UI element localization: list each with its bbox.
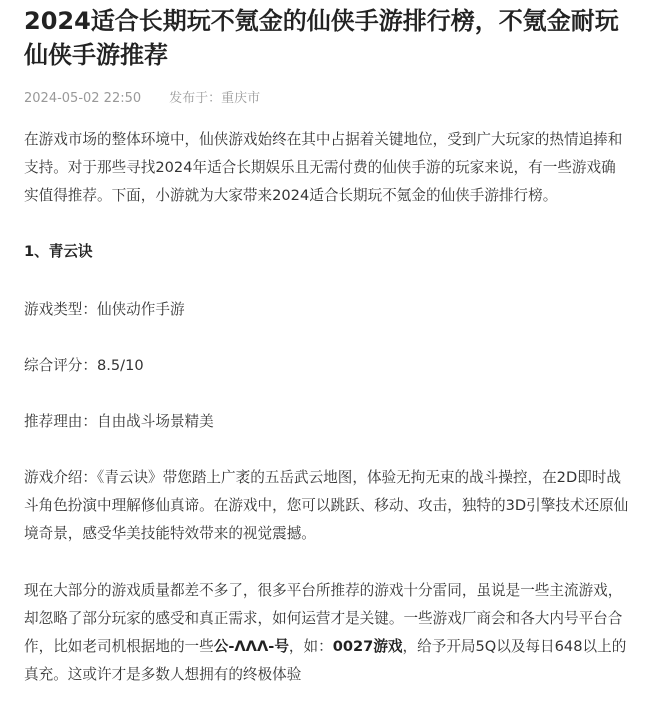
article-meta — [24, 87, 288, 106]
section-heading: 1、青云诀 — [24, 243, 93, 260]
intro-paragraph: 在游戏市场的整体环境中，仙侠游戏始终在其中占据着关键地位，受到广大玩家的热情追捧和支持。对于那些寻找2024年适合长期娱乐且无需付费的仙侠手游的玩家来说，有一些游戏确实值得推荐。下面，小游就为大家带来2024适合长期玩不氪金的仙侠手游排行榜。 — [24, 131, 623, 204]
publish-date: 2024-05-02 22:50 — [24, 91, 142, 106]
game-intro-paragraph: 游戏介绍：《青云诀》带您踏上广袤的五岳武云地图，体验无拘无束的战斗操控，在2D即时战斗角色扮演中理解修仙真谛。在游戏中，您可以跳跃、移动、攻击，独特的3D引擎技术还原仙境奇景，感受华美技能特效带来的视觉震撼。 — [24, 469, 629, 542]
closing-paragraph — [24, 577, 630, 689]
account-name: 公-ΛΛΛ-号 — [213, 638, 289, 655]
closing-text: 现在大部分的游戏质量都差不多了，很多平台所推荐的游戏十分雷同，虽说是一些主流游戏，却忽略了部分玩家的感受和真正需求，如何运营才是关键。一些游戏厂商会和各大内号平台合作，比如老司机根据地的一些 — [24, 582, 623, 655]
game-rating: 综合评分：8.5/10 — [24, 357, 144, 374]
closing-text: ，给予开局5Q以及每日648以上的真充。这或许才是多数人想拥有的终极体验 — [24, 638, 627, 683]
closing-text: ，如： — [288, 638, 333, 655]
platform-name: 0027游戏 — [332, 638, 403, 655]
game-type: 游戏类型：仙侠动作手游 — [24, 301, 185, 318]
recommend-reason: 推荐理由：自由战斗场景精美 — [24, 413, 214, 430]
publish-location: 发布于：重庆市 — [169, 91, 261, 106]
article-title: 2024适合长期玩不氪金的仙侠手游排行榜，不氪金耐玩仙侠手游推荐 — [24, 7, 619, 69]
